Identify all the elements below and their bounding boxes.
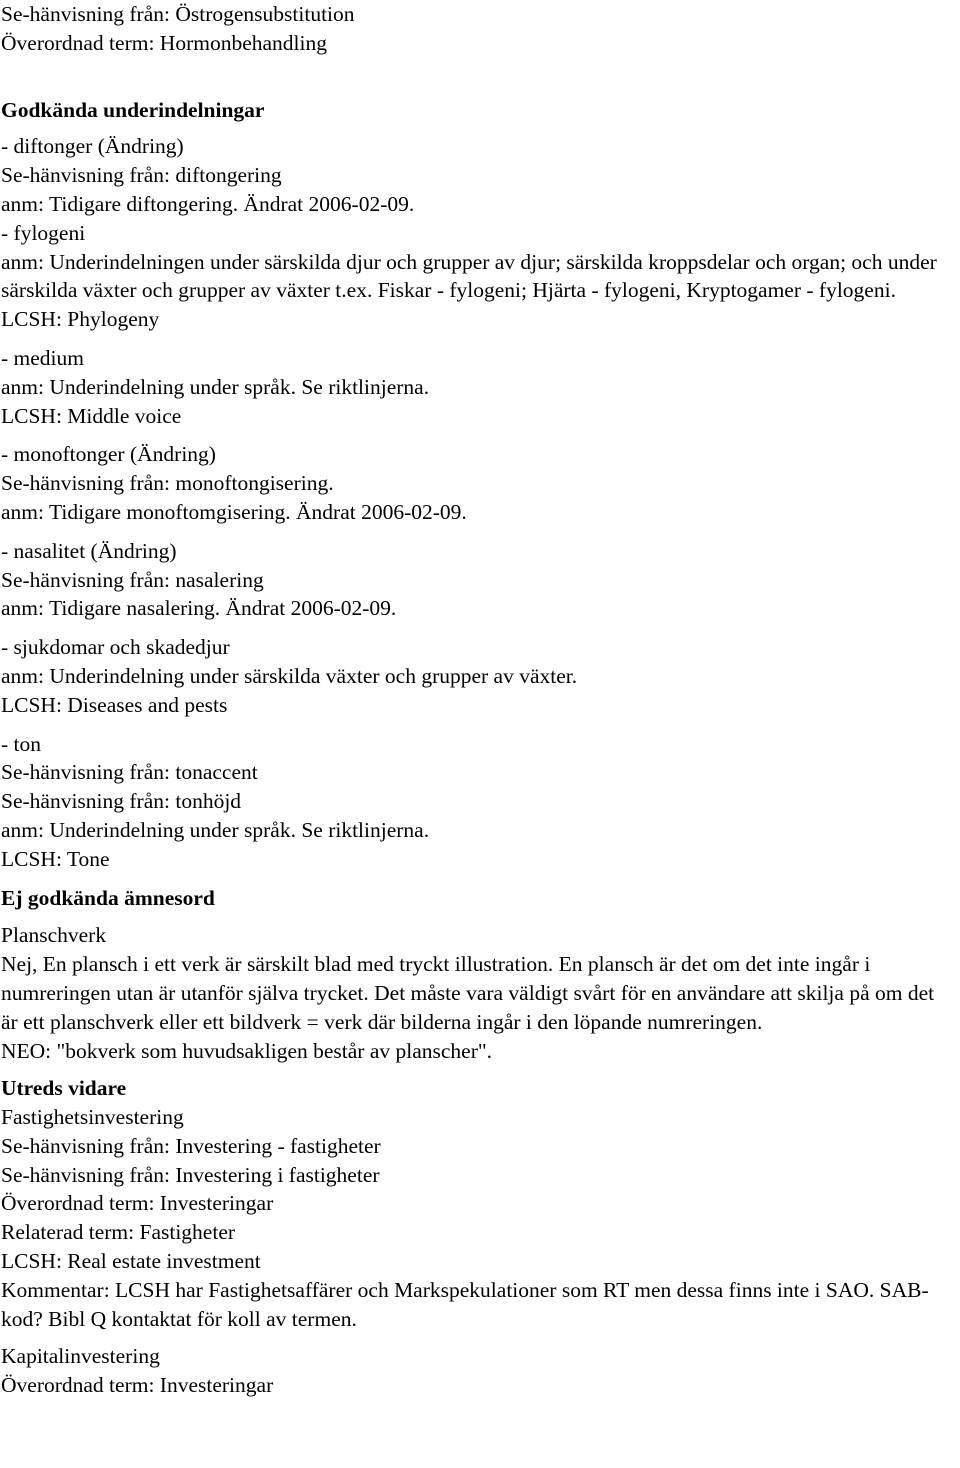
note: anm: Underindelning under språk. Se riktlinjerna. [1, 374, 430, 399]
subdivision-term: - fylogeni [1, 220, 86, 245]
investigate-section [1, 1074, 956, 1400]
see-reference: Se-hänvisning från: monoftongisering. [1, 471, 334, 496]
subdivision-term: - monoftonger (Ändring) [1, 442, 216, 467]
lcsh-term: LCSH: Phylogeny [1, 307, 160, 332]
see-reference: Se-hänvisning från: Investering - fastigheter [1, 1133, 381, 1158]
subdivision-term: - ton [1, 731, 42, 756]
see-reference: Se-hänvisning från: tonaccent [1, 760, 258, 785]
note: anm: Underindelning under språk. Se riktlinjerna. [1, 817, 430, 842]
section-heading: Utreds vidare [1, 1076, 127, 1101]
broader-term: Överordnad term: Investeringar [1, 1373, 274, 1398]
broader-term: Överordnad term: Hormonbehandling [1, 30, 327, 55]
subdivision-term: - sjukdomar och skadedjur [1, 635, 230, 660]
comment: Kommentar: LCSH har Fastighetsaffärer och Markspekulationer som RT men dessa finns inte i SAO. SAB-kod? Bibl Q kontaktat för koll av termen. [1, 1277, 929, 1331]
candidate-entry [1, 1342, 956, 1400]
rejected-term: Planschverk [1, 923, 107, 948]
lcsh-term: LCSH: Middle voice [1, 403, 182, 428]
candidate-entry [1, 1103, 956, 1333]
see-reference: Se-hänvisning från: tonhöjd [1, 789, 242, 814]
subdivision-entry [1, 219, 956, 334]
see-reference: Se-hänvisning från: diftongering [1, 163, 282, 188]
neo-definition: NEO: "bokverk som huvudsakligen består av planscher". [1, 1038, 493, 1063]
subdivision-entry [1, 344, 956, 430]
lcsh-term: LCSH: Real estate investment [1, 1249, 261, 1274]
broader-term: Överordnad term: Investeringar [1, 1191, 274, 1216]
note: anm: Tidigare monoftomgisering. Ändrat 2006-02-09. [1, 499, 467, 524]
candidate-term: Fastighetsinvestering [1, 1105, 184, 1130]
see-reference: Se-hänvisning från: Investering i fastigheter [1, 1162, 380, 1187]
subdivision-entry [1, 730, 956, 874]
subdivision-entry [1, 132, 956, 218]
related-term: Relaterad term: Fastigheter [1, 1220, 236, 1245]
note: Nej, En plansch i ett verk är särskilt blad med tryckt illustration. En plansch är det om det inte ingår i numreringen utan är utanför själva trycket. Det måste vara väldigt svårt för en användare att skilja på om det är ett planschverk eller ett bildverk = verk där bilderna ingår i den löpande numreringen. [1, 952, 935, 1034]
note: anm: Underindelning under särskilda växter och grupper av växter. [1, 663, 578, 688]
lcsh-term: LCSH: Diseases and pests [1, 692, 228, 717]
not-approved-section [1, 884, 956, 1066]
approved-subdivisions-section [1, 96, 956, 874]
section-heading: Ej godkända ämnesord [1, 885, 215, 910]
see-reference: Se-hänvisning från: Östrogensubstitution [1, 2, 355, 26]
candidate-term: Kapitalinvestering [1, 1344, 160, 1369]
note: anm: Tidigare nasalering. Ändrat 2006-02-09. [1, 596, 397, 621]
subdivision-entry [1, 537, 956, 623]
subdivision-term: - nasalitet (Ändring) [1, 538, 177, 563]
subdivision-term: - diftonger (Ändring) [1, 134, 184, 159]
section-heading: Godkända underindelningar [1, 97, 265, 122]
see-reference: Se-hänvisning från: nasalering [1, 567, 264, 592]
note: anm: Tidigare diftongering. Ändrat 2006-02-09. [1, 191, 415, 216]
subdivision-term: - medium [1, 345, 84, 370]
top-record [1, 0, 956, 58]
lcsh-term: LCSH: Tone [1, 846, 110, 871]
subdivision-entry [1, 440, 956, 526]
note: anm: Underindelningen under särskilda djur och grupper av djur; särskilda kroppsdelar och organ; och under särskilda växter och grupper av växter t.ex. Fiskar - fylogeni; Hjärta - fylogeni, Kryptogamer - fylogeni. [1, 249, 937, 303]
subdivision-entry [1, 633, 956, 719]
